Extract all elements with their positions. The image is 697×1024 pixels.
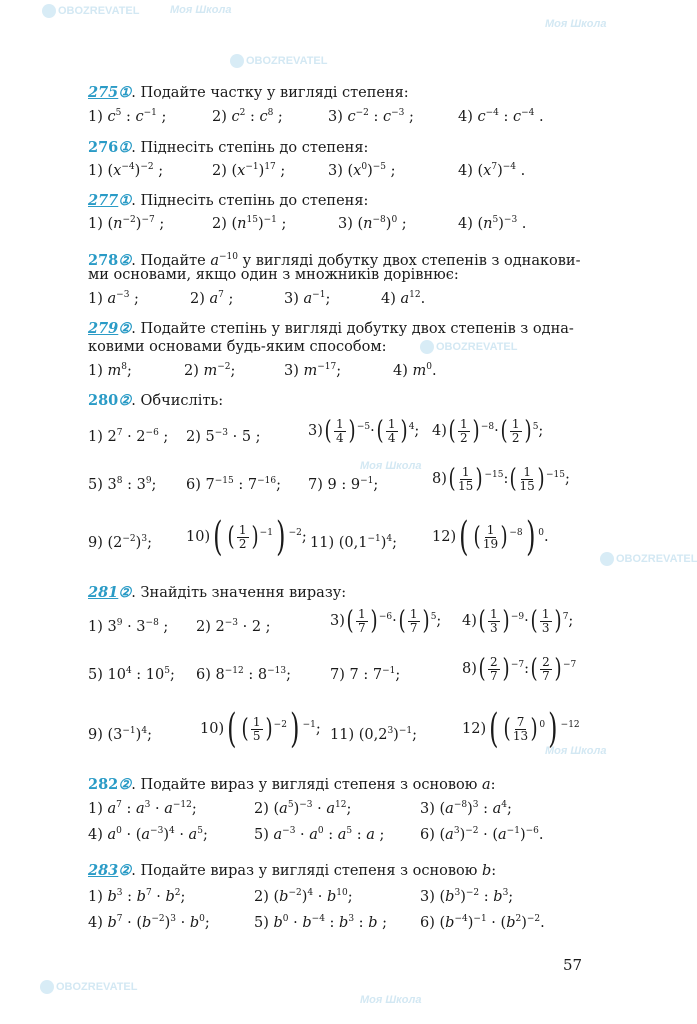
exercise-283-item-2: 2) $(b^{-2})^4 \cdot b^{10}$;	[254, 888, 353, 905]
exercise-278-item-2: 2) $a^7$ ;	[190, 290, 234, 307]
exercise-278-heading-cont: ми основами, якщо один з множників дорівнює:	[88, 267, 459, 283]
exercise-276-item-2: 2) $(x^{-1})^{17}$ ;	[212, 162, 286, 179]
exercise-282-item-2: 2) $(a^5)^{-3} \cdot a^{12}$;	[254, 800, 352, 817]
exercise-280-item-12: 12)( ( $\frac{1}{19}$ ) $^{-8}$) $^0$.	[432, 514, 549, 560]
exercise-280-item-7: 7) 9 : $9^{-1}$;	[308, 476, 379, 493]
watermark: Моя Школа	[360, 460, 422, 472]
exercise-283-item-3: 3) $(b^3)^{-2}$ : $b^3$;	[420, 888, 514, 905]
exercise-278-item-1: 1) $a^{-3}$ ;	[88, 290, 139, 307]
exercise-280-item-3: 3)( $\frac{1}{4}$ ) $^{-5}$·( $\frac{1}{4}$ ) $^4$;	[308, 416, 420, 446]
watermark: Моя Школа	[170, 4, 232, 16]
exercise-282-item-3: 3) $(a^{-8})^3$ : $a^4$;	[420, 800, 512, 817]
watermark: OBOZREVATEL	[230, 54, 327, 68]
exercise-283-item-6: 6) $(b^{-4})^{-1} \cdot (b^2)^{-2}$.	[420, 914, 545, 931]
exercise-280-item-8: 8)( $\frac{1}{15}$ ) $^{-15}$:( $\frac{1}{15}$ ) $^{-15}$;	[432, 464, 570, 494]
exercise-281-item-1: 1) $3^9 \cdot 3^{-8}$ ;	[88, 618, 169, 635]
exercise-283-item-1: 1) $b^3$ : $b^7 \cdot b^2$;	[88, 888, 186, 905]
exercise-276-item-1: 1) $(x^{-4})^{-2}$ ;	[88, 162, 164, 179]
exercise-280-item-10: 10)( ( $\frac{1}{2}$ ) $^{-1}$) $^{-2}$;	[186, 514, 307, 560]
exercise-282-heading: 282②. Подайте вираз у вигляді степеня з основою a:	[88, 776, 496, 793]
exercise-282-item-5: 5) $a^{-3} \cdot a^0$ : $a^5$ : a ;	[254, 826, 385, 843]
exercise-281-item-5: 5) $10^4$ : $10^5$;	[88, 666, 175, 683]
exercise-277-heading: 277①. Піднесіть степінь до степеня:	[88, 192, 369, 209]
exercise-280-item-4: 4)( $\frac{1}{2}$ ) $^{-8}$·( $\frac{1}{2}$ ) $^5$;	[432, 416, 544, 446]
exercise-280-item-1: 1) $2^7 \cdot 2^{-6}$ ;	[88, 428, 169, 445]
exercise-281-item-10: 10)( ( $\frac{1}{5}$ ) $^{-2}$) $^{-1}$;	[200, 706, 321, 752]
exercise-279-item-3: 3) $m^{-17}$;	[284, 362, 342, 379]
watermark: OBOZREVATEL	[420, 340, 517, 354]
exercise-278-heading: 278②. Подайте $a^{-10}$ у вигляді добутку двох степенів з однакови-	[88, 251, 581, 269]
brand-logo-icon	[230, 54, 244, 68]
exercise-279-heading: 279②. Подайте степінь у вигляді добутку двох степенів з одна-	[88, 320, 574, 337]
exercise-283-heading: 283②. Подайте вираз у вигляді степеня з основою b:	[88, 862, 497, 879]
exercise-283-item-5: 5) $b^0 \cdot b^{-4}$ : $b^3$ : b ;	[254, 914, 387, 931]
exercise-275-item-1: 1) $c^5$ : $c^{-1}$ ;	[88, 108, 167, 125]
exercise-281-heading: 281②. Знайдіть значення виразу:	[88, 584, 347, 601]
exercise-276-item-4: 4) $(x^7)^{-4}$ .	[458, 162, 526, 179]
watermark: OBOZREVATEL	[40, 980, 137, 994]
brand-logo-icon	[600, 552, 614, 566]
exercise-277-item-3: 3) $(n^{-8})^0$ ;	[338, 215, 407, 232]
exercise-280-heading: 280②. Обчисліть:	[88, 392, 224, 409]
exercise-277-item-2: 2) $(n^{15})^{-1}$ ;	[212, 215, 287, 232]
exercise-281-item-8: 8)( $\frac{2}{7}$ ) $^{-7}$:( $\frac{2}{7}$ ) $^{-7}$	[462, 654, 577, 684]
exercise-280-item-5: 5) $3^8$ : $3^9$;	[88, 476, 157, 493]
brand-logo-icon	[420, 340, 434, 354]
exercise-278-item-4: 4) $a^{12}$.	[381, 290, 426, 307]
exercise-275-heading: 275①. Подайте частку у вигляді степеня:	[88, 84, 409, 101]
exercise-281-item-11: 11) $(0,2^3)^{-1}$;	[330, 726, 418, 743]
brand-logo-icon	[40, 980, 54, 994]
exercise-277-item-1: 1) $(n^{-2})^{-7}$ ;	[88, 215, 165, 232]
exercise-281-item-12: 12)( ( $\frac{7}{13}$ ) $^0$) $^{-12}$	[462, 706, 580, 752]
exercise-277-item-4: 4) $(n^5)^{-3}$ .	[458, 215, 527, 232]
exercise-281-item-4: 4)( $\frac{1}{3}$ ) $^{-9}$·( $\frac{1}{3}$ ) $^7$;	[462, 606, 574, 636]
exercise-280-item-6: 6) $7^{-15}$ : $7^{-16}$;	[186, 476, 281, 493]
exercise-275-item-3: 3) $c^{-2}$ : $c^{-3}$ ;	[328, 108, 414, 125]
exercise-275-item-4: 4) $c^{-4}$ : $c^{-4}$ .	[458, 108, 544, 125]
exercise-282-item-4: 4) $a^0 \cdot (a^{-3})^4 \cdot a^5$;	[88, 826, 208, 843]
exercise-281-item-9: 9) $(3^{-1})^4$;	[88, 726, 152, 743]
watermark: Моя Школа	[545, 745, 607, 757]
exercise-280-item-2: 2) $5^{-3} \cdot 5$ ;	[186, 428, 261, 445]
exercise-279-heading-cont: ковими основами будь-яким способом:	[88, 339, 387, 355]
exercise-282-item-6: 6) $(a^3)^{-2} \cdot (a^{-1})^{-6}$.	[420, 826, 544, 843]
page-number: 57	[563, 956, 583, 974]
watermark: Моя Школа	[545, 18, 607, 30]
exercise-281-item-3: 3)( $\frac{1}{7}$ ) $^{-6}$·( $\frac{1}{7}$ ) $^5$;	[330, 606, 442, 636]
brand-logo-icon	[42, 4, 56, 18]
exercise-282-item-1: 1) $a^7$ : $a^3 \cdot a^{-12}$;	[88, 800, 197, 817]
watermark: OBOZREVATEL	[600, 552, 697, 566]
watermark: Моя Школа	[360, 994, 422, 1006]
exercise-280-item-11: 11) $(0,1^{-1})^4$;	[310, 534, 398, 551]
exercise-276-heading: 276①. Піднесіть степінь до степеня:	[88, 139, 369, 156]
watermark: OBOZREVATEL	[42, 4, 139, 18]
exercise-281-item-2: 2) $2^{-3} \cdot 2$ ;	[196, 618, 271, 635]
exercise-276-item-3: 3) $(x^0)^{-5}$ ;	[328, 162, 396, 179]
exercise-279-item-4: 4) $m^0$.	[393, 362, 437, 379]
exercise-279-item-1: 1) $m^8$;	[88, 362, 132, 379]
exercise-275-item-2: 2) $c^2$ : $c^8$ ;	[212, 108, 283, 125]
exercise-278-item-3: 3) $a^{-1}$;	[284, 290, 331, 307]
exercise-281-item-6: 6) $8^{-12}$ : $8^{-13}$;	[196, 666, 291, 683]
exercise-279-item-2: 2) $m^{-2}$;	[184, 362, 236, 379]
exercise-280-item-9: 9) $(2^{-2})^3$;	[88, 534, 152, 551]
exercise-283-item-4: 4) $b^7 \cdot (b^{-2})^3 \cdot b^0$;	[88, 914, 210, 931]
exercise-281-item-7: 7) 7 : $7^{-1}$;	[330, 666, 401, 683]
